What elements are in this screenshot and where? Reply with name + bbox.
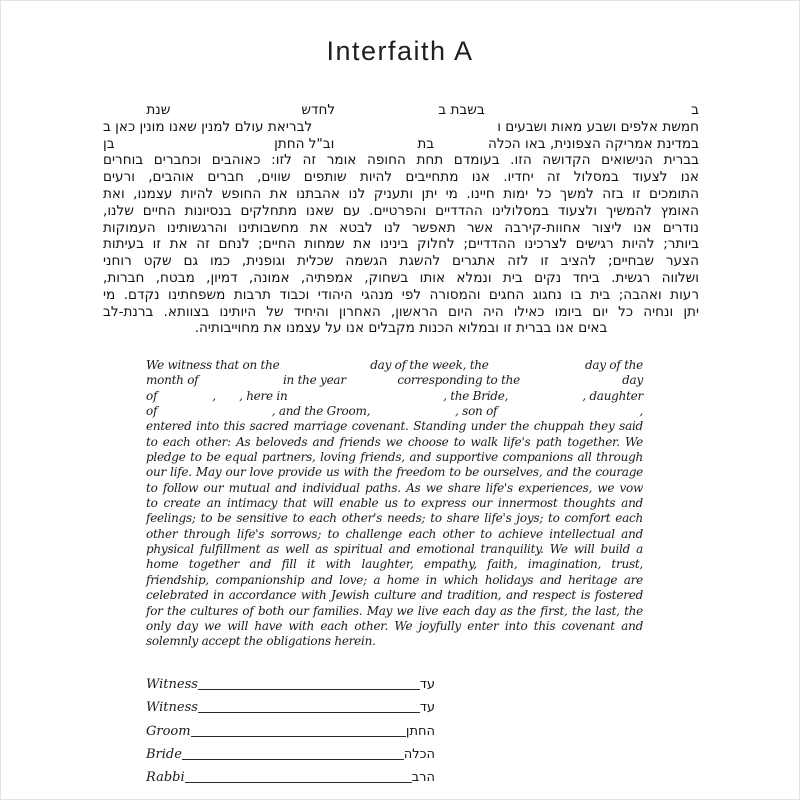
hebrew-phrase: בשבת ב [438, 102, 485, 118]
signature-hebrew-label: עד [419, 677, 435, 693]
english-phrase: month of [146, 373, 199, 388]
signature-label: Rabbi [146, 769, 185, 785]
fill-in-blank [198, 373, 283, 388]
signature-hebrew-label: הכלה [403, 746, 435, 762]
hebrew-body-line: בברית הנישואים הקדושה הזו. בעומדם תחת החופה אומר זה לזו: כאוהבים וכחברים בוחרים [103, 152, 699, 169]
english-line-date [146, 358, 643, 373]
page-title: Interfaith A [326, 36, 474, 66]
hebrew-line-names [103, 136, 699, 153]
signature-line [185, 782, 412, 783]
english-phrase: , daughter [582, 388, 643, 403]
hebrew-body-line: התומכים זו בזה למשך כל ימות חיינו. מי יתן ותעניק לנו אהבתנו את החופש להיות עצמנו, ואת [103, 185, 699, 202]
english-phrase: , and the Groom, [271, 404, 371, 419]
hebrew-line-date [103, 102, 699, 119]
english-line-groom [146, 404, 643, 419]
english-body-line: entered into this sacred marriage covenant. Standing under the chuppah they said [146, 419, 643, 434]
fill-in-blank [485, 102, 691, 119]
english-body-line: celebrated in accordance with Jewish culture and tradition, and respect is fostered [146, 588, 643, 603]
signature-hebrew-label: עד [419, 700, 435, 716]
fill-in-blank [334, 136, 417, 153]
fill-in-blank [370, 404, 455, 419]
hebrew-phrase: במדינת אמריקה הצפונית, באו הכלה [488, 135, 699, 152]
hebrew-closing-line: באים אנו בברית זו ובמלוא הכנות מקבלים אנו על עצמנו את מחוייבותיה. [194, 320, 608, 337]
signature-row-witness-1 [146, 670, 435, 693]
signature-label: Witness [146, 700, 198, 716]
english-phrase: day of the week, the [370, 358, 489, 372]
english-body-line: pledge to be equal partners, loving friends, and supportive companions all through [146, 450, 643, 465]
fill-in-blank [170, 102, 301, 119]
english-body-line: our life. May our love provide us with the freedom to be ourselves, and the courage [146, 465, 643, 480]
hebrew-body-line: רעות ואהבה; בית בו נחגוג החגים והמסורה לפי מנהגי היהודי וכבוד תרבות משפחתינו נקדם. מי [103, 286, 699, 303]
english-body-line: physical fulfillment as well as spiritual and emotional tranquility. We will build a [146, 542, 643, 557]
english-body-line: only day we will have with each other. We joyfully enter into this covenant and [146, 618, 643, 633]
english-phrase: corresponding to the [397, 373, 520, 388]
signature-hebrew-label: הרב [411, 769, 435, 785]
fill-in-blank [520, 373, 622, 388]
english-phrase: , son of [455, 404, 498, 419]
english-body-line: for the cultures of both our families. May we live each day as the first, the last, the [146, 603, 643, 618]
english-phrase: day [622, 373, 643, 388]
english-line-place-bride [146, 389, 643, 404]
fill-in-blank [216, 389, 239, 404]
english-body-line: to create an intimacy that will enable us to express our innermost thoughts and [146, 496, 643, 511]
fill-in-blank [434, 136, 488, 153]
english-phrase: in the year [282, 373, 346, 388]
english-body-line: to each other: As beloveds and friends we choose to walk life's path together. We [146, 434, 643, 449]
hebrew-text-block [103, 102, 699, 337]
fill-in-blank [335, 102, 438, 119]
signature-row-witness-2 [146, 693, 435, 716]
signature-label: Groom [146, 723, 191, 739]
hebrew-body-line: ביותר; להיות רגישים לצרכינו ההדדיים; לחלוק בינינו את שמחות החיים; לנחם זה את זו בעיתות [103, 236, 699, 253]
signature-line [198, 712, 420, 713]
signature-line [182, 759, 404, 760]
fill-in-blank [346, 373, 398, 388]
english-phrase: , here in [239, 388, 288, 403]
english-phrase: , [639, 404, 643, 419]
signature-label: Bride [146, 746, 182, 762]
fill-in-blank [489, 358, 585, 373]
hebrew-line-year [103, 119, 699, 136]
hebrew-body-line: האומץ להמשיך ולצעוד במסלולינו ההדדיים והפרטיים. עם שאנו מתחלקים בנסיונות החיים שלנו, [103, 202, 699, 219]
english-body-line: home together and fill it with laughter, empathy, faith, imagination, trust, [146, 557, 643, 572]
hebrew-phrase: חמשת אלפים ושבע מאות ושבעים ו [497, 118, 699, 135]
fill-in-blank [312, 119, 497, 136]
fill-in-blank [288, 389, 444, 404]
signature-row-rabbi [146, 763, 435, 786]
fill-in-blank [157, 404, 272, 419]
english-phrase: , [212, 388, 216, 403]
signature-line [191, 736, 406, 737]
fill-in-blank [103, 102, 146, 119]
hebrew-body-line: הצער שבחיים; להציב זו לזה אתגרים להשגת הגשמה שכלית וגופנית, כמו גם שקט רוחני [103, 253, 699, 270]
signature-block [146, 670, 435, 786]
signature-hebrew-label: החתן [405, 723, 435, 739]
hebrew-phrase: לבריאת עולם למנין שאנו מונין כאן ב [103, 118, 313, 135]
english-phrase: of [146, 404, 158, 419]
fill-in-blank [115, 136, 275, 153]
fill-in-blank [279, 358, 370, 373]
english-body-line: friendship, companionship and love; a home in which holidays and heritage are [146, 572, 643, 587]
hebrew-phrase: בת [417, 135, 435, 152]
signature-row-groom [146, 716, 435, 739]
english-phrase: , the Bride, [443, 388, 509, 403]
english-phrase: of [146, 388, 158, 403]
english-text-block [146, 358, 643, 650]
signature-row-bride [146, 740, 435, 763]
english-phrase: day of the [584, 358, 643, 372]
hebrew-phrase: לחדש [301, 102, 336, 118]
hebrew-phrase: וב"ל החתן [274, 135, 335, 152]
fill-in-blank [157, 389, 212, 404]
english-phrase: We witness that on the [146, 358, 280, 372]
hebrew-phrase: בן [103, 135, 115, 152]
hebrew-body-line: יתן ונחיה כל יום ביומו כאילו היה היום הראשון, האחרון והיחיד של היותינו בצוותא. ברנת-לב [103, 303, 699, 320]
fill-in-blank [497, 404, 639, 419]
hebrew-body-line: נודרים אנו ליצור אחוות-קירבה אשר תאפשר לנו לבטא את מחשבותינו והרגשותינו העמוקות [103, 219, 699, 236]
fill-in-blank [508, 389, 582, 404]
english-line-month [146, 373, 643, 388]
signature-label: Witness [146, 677, 198, 693]
english-body-line: other through life's sorrows; to challenge each other to achieve intellectual and [146, 526, 643, 541]
english-closing-line: solemnly accept the obligations herein. [146, 634, 376, 649]
hebrew-phrase: שנת [146, 102, 171, 118]
signature-line [198, 689, 420, 690]
hebrew-body-line: אנו לצעוד במסלול זה יחדיו. אנו מתחייבים להיות שותפים שווים, חברים אוהבים, ורעים [103, 169, 699, 186]
hebrew-body-line: ושלווה רגשית. ביחד נקים בית ונמלא אותו בשחוק, אמפתיה, אמונה, דמיון, מבטח, חברות, [103, 269, 699, 286]
english-body-line: feelings; to be sensitive to each other's needs; to share life's joys; to comfort each [146, 511, 643, 526]
english-body-line: to follow our mutual and individual paths. As we share life's experiences, we vow [146, 480, 643, 495]
hebrew-phrase: ב [691, 102, 699, 118]
